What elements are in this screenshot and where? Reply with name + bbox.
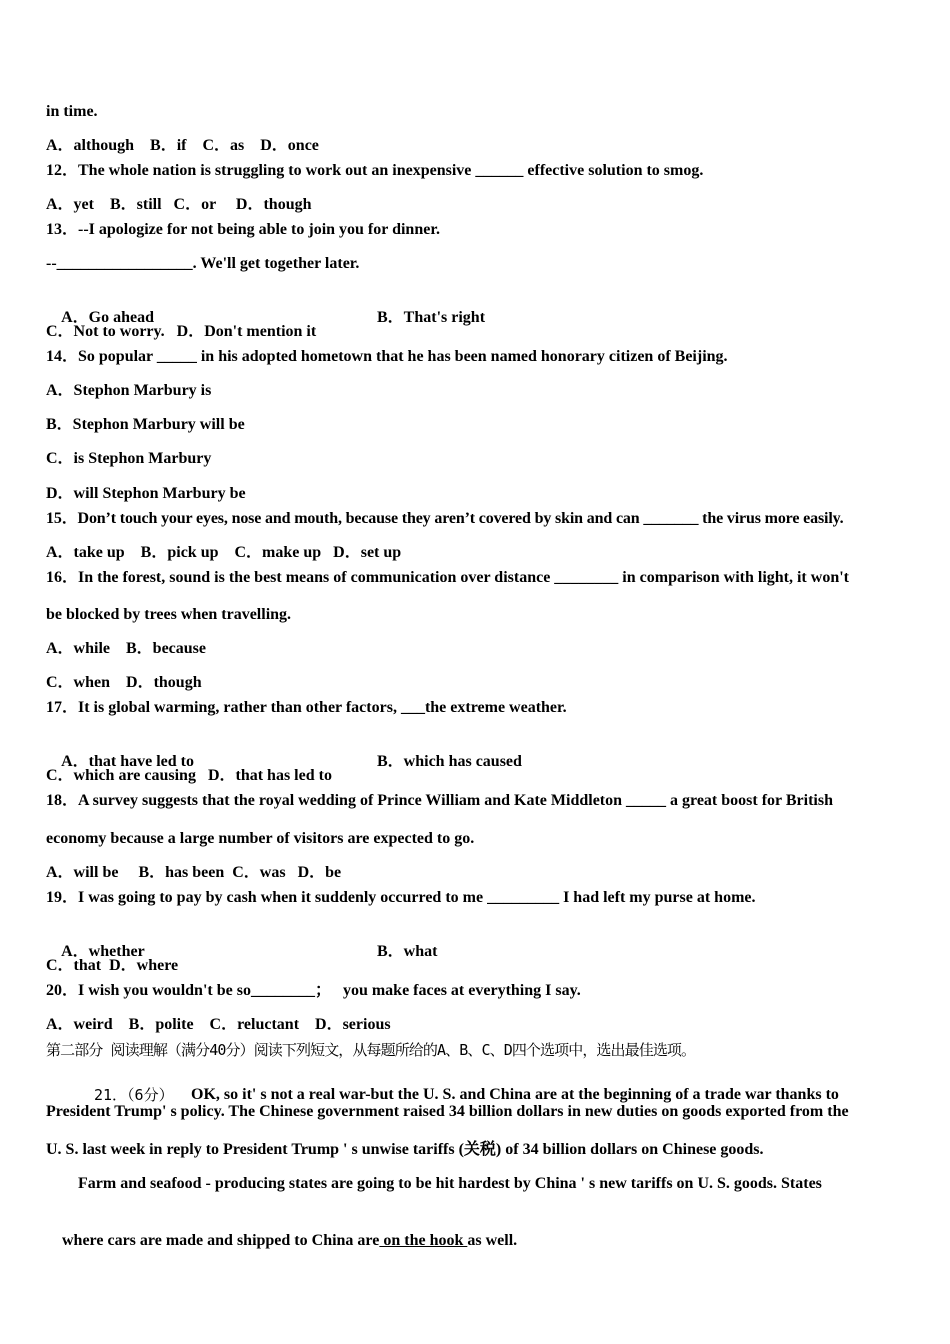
q18-options: A．will be B．has been C．was D．be [46, 864, 342, 881]
passage-line: U. S. last week in reply to President Trump ' s unwise tariffs (关税) of 34 billion dollars on Chinese goods. [46, 1141, 764, 1158]
q12-stem: 12．The whole nation is struggling to work out an inexpensive ______ effective solution to smog. [46, 162, 704, 179]
q14-stem: 14．So popular _____ in his adopted hometown that he has been named honorary citizen of Beijing. [46, 348, 728, 365]
q21-number: 21．（6分） [94, 1086, 174, 1104]
passage-line [46, 1211, 517, 1271]
q16-stem: 16．In the forest, sound is the best means of communication over distance ________ in comparison with light, it won't [46, 569, 849, 586]
q18-stem-cont: economy because a large number of visitors are expected to go. [46, 830, 475, 847]
q17-option-b: B．which has caused [377, 753, 522, 770]
q13-option-b: B．That's right [377, 309, 486, 326]
passage-line: President Trump' s policy. The Chinese government raised 34 billion dollars in new duties on goods exported from the [46, 1103, 849, 1120]
q13-stem: 13．--I apologize for not being able to join you for dinner. [46, 221, 440, 238]
q19-stem: 19．I was going to pay by cash when it suddenly occurred to me _________ I had left my purse at home. [46, 889, 756, 906]
q17-options-row2: C．which are causing D．that has led to [46, 767, 332, 784]
passage-line: Farm and seafood - producing states are going to be hit hardest by China ' s new tariffs on U. S. goods. States [78, 1175, 822, 1192]
q19-options-row2: C．that D．where [46, 957, 179, 974]
q15-options: A．take up B．pick up C．make up D．set up [46, 544, 402, 561]
q17-stem: 17．It is global warming, rather than other factors, ___the extreme weather. [46, 699, 567, 716]
q12-options: A．yet B．still C．or D．though [46, 196, 312, 213]
q11-options: A．although B．if C．as D．once [46, 137, 319, 154]
q14-option-b: B．Stephon Marbury will be [46, 416, 245, 433]
q18-stem: 18．A survey suggests that the royal wedding of Prince William and Kate Middleton _____ a great boost for British [46, 792, 833, 809]
q17-option-a: A．that have led to [61, 753, 195, 770]
section-heading: 第二部分 阅读理解（满分40分）阅读下列短文，从每题所给的A、B、C、D四个选项中，选出最佳选项。 [46, 1041, 696, 1059]
q16-options-row1: A．while B．because [46, 640, 207, 657]
passage-text: where cars are made and shipped to China are [62, 1232, 380, 1249]
q14-option-c: C．is Stephon Marbury [46, 450, 212, 467]
underlined-phrase: on the hook [379, 1232, 468, 1249]
q14-option-d: D．will Stephon Marbury be [46, 485, 246, 502]
q13-options-row2: C．Not to worry. D．Don't mention it [46, 323, 317, 340]
q19-option-a: A．whether [61, 943, 145, 960]
q20-stem: 20．I wish you wouldn't be so________； you make faces at everything I say. [46, 982, 581, 999]
text-line: in time. [46, 103, 98, 120]
q15-stem: 15．Don’t touch your eyes, nose and mouth, because they aren’t covered by skin and can _______ the virus more easily. [46, 510, 844, 527]
q13-option-a: A．Go ahead [61, 309, 155, 326]
passage-text: as well. [467, 1232, 518, 1249]
q16-options-row2: C．when D．though [46, 674, 202, 691]
q16-stem-cont: be blocked by trees when travelling. [46, 606, 292, 623]
q20-options: A．weird B．polite C．reluctant D．serious [46, 1016, 391, 1033]
q13-dialogue: --_________________. We'll get together later. [46, 255, 360, 272]
q19-option-b: B．what [377, 943, 438, 960]
q14-option-a: A．Stephon Marbury is [46, 382, 212, 399]
q21-text: OK, so it' s not a real war-but the U. S. and China are at the beginning of a trade war thanks to [191, 1086, 839, 1103]
